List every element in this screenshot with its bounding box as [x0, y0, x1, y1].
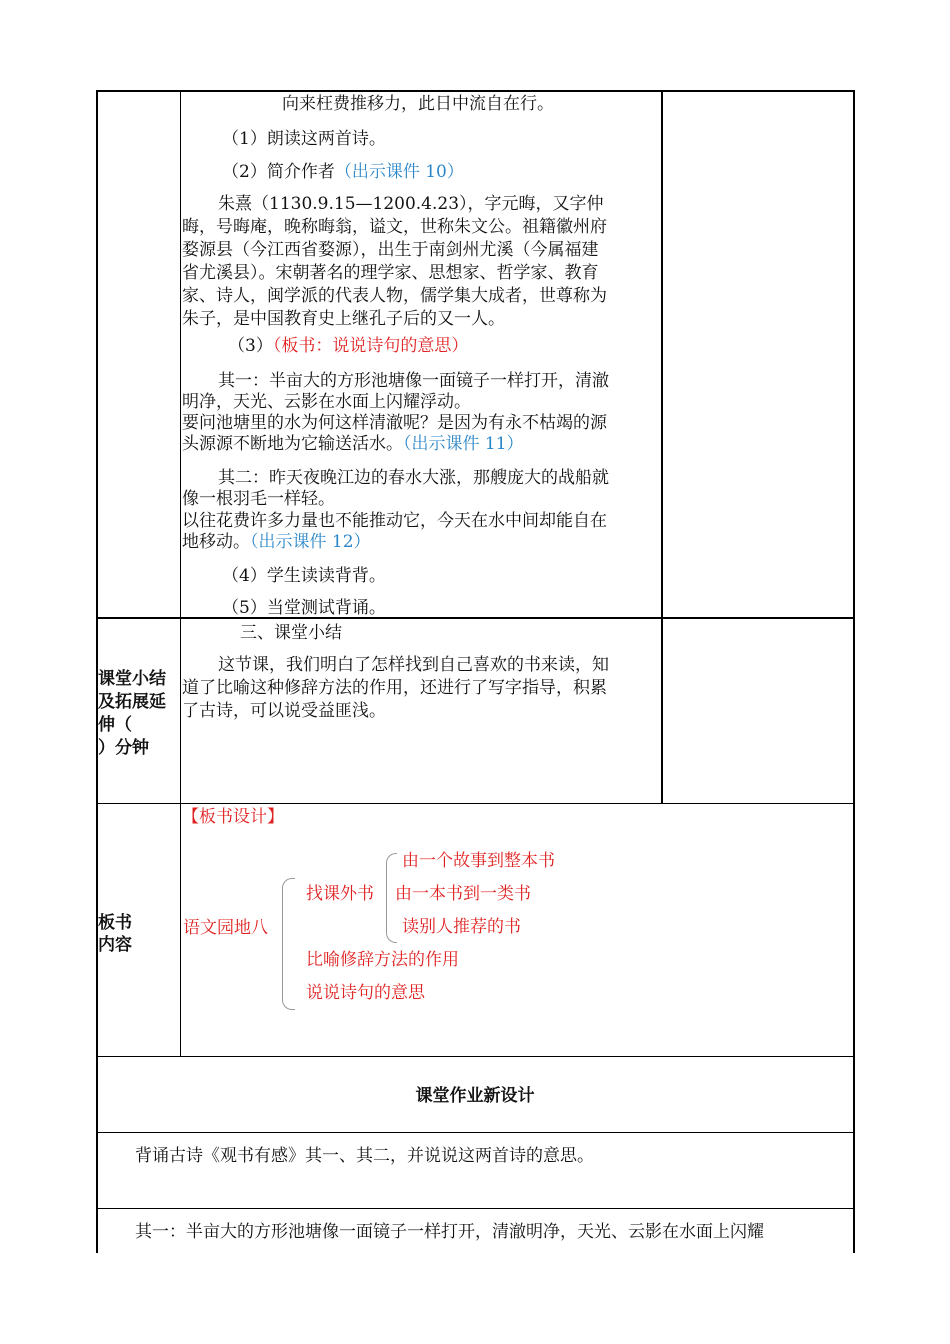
step-2-text: （2）简介作者	[222, 162, 335, 182]
homework-answer: 其一：半亩大的方形池塘像一面镜子一样打开，清澈明净，天光、云影在水面上闪耀	[135, 1222, 764, 1242]
poem2-line-2: 像一根羽毛一样轻。	[182, 489, 335, 509]
author-line-6: 朱子，是中国教育史上继孔子后的又一人。	[182, 309, 505, 329]
board-branch-2: 比喻修辞方法的作用	[306, 950, 459, 970]
author-line-2: 晦，号晦庵，晚称晦翁，谥文，世称朱文公。祖籍徽州府	[182, 217, 607, 237]
summary-label-line-1: 课堂小结	[98, 669, 166, 689]
board-sub-1: 由一个故事到整本书	[402, 851, 555, 871]
summary-label-line-2: 及拓展延	[98, 692, 166, 712]
board-branch-3: 说说诗句的意思	[306, 983, 425, 1003]
board-sub-2: 由一本书到一类书	[395, 884, 531, 904]
board-root: 语文园地八	[183, 918, 268, 938]
step-5: （5）当堂测试背诵。	[222, 598, 386, 618]
poem1-line-2: 明净，天光、云影在水面上闪耀浮动。	[182, 392, 471, 412]
author-line-3: 婺源县（今江西省婺源），出生于南剑州尤溪（今属福建	[182, 240, 599, 260]
step-3-num: （3）	[228, 336, 273, 356]
summary-label-line-3: 伸（	[98, 715, 132, 735]
poem2-line-4-text: 地移动。	[182, 532, 250, 552]
step-1: （1）朗读这两首诗。	[222, 129, 386, 149]
board-sub-3: 读别人推荐的书	[402, 917, 521, 937]
row-divider-3	[96, 1056, 855, 1057]
poem1-line-3: 要问池塘里的水为何这样清澈呢？是因为有永不枯竭的源	[182, 413, 607, 433]
row-divider-4	[96, 1132, 855, 1133]
step-4: （4）学生读读背背。	[222, 566, 386, 586]
step-2	[222, 161, 464, 183]
poem2-ref: （出示课件 12）	[250, 532, 371, 552]
poem2-line-3: 以往花费许多力量也不能推动它，今天在水中间却能自在	[182, 511, 607, 531]
poem1-line-4-text: 头源源不断地为它输送活水。	[182, 434, 403, 454]
author-line-5: 家、诗人，闽学派的代表人物，儒学集大成者，世尊称为	[182, 286, 607, 306]
board-title: 【板书设计】	[182, 807, 284, 827]
table-border-top	[96, 90, 855, 92]
summary-line-2: 道了比喻这种修辞方法的作用，还进行了写字指导，积累	[182, 678, 607, 698]
homework-title: 课堂作业新设计	[415, 1086, 535, 1106]
step-2-ref: （出示课件 10）	[334, 162, 464, 182]
author-line-4: 省尤溪县）。宋朝著名的理学家、思想家、哲学家、教育	[182, 263, 599, 283]
board-label-line-2: 内容	[98, 935, 132, 955]
board-branch-1: 找课外书	[306, 884, 374, 904]
row-divider-1	[96, 617, 855, 619]
poem1-line-4	[182, 433, 524, 455]
col-divider-1	[180, 90, 181, 1057]
summary-heading: 三、课堂小结	[240, 623, 342, 643]
board-brace-main	[282, 878, 295, 1010]
summary-line-1: 这节课，我们明白了怎样找到自己喜欢的书来读，知	[218, 655, 609, 675]
step-3-board: （板书：说说诗句的意思）	[272, 336, 469, 356]
board-label-line-1: 板书	[98, 913, 132, 933]
row-divider-5	[96, 1208, 855, 1209]
table-border-right	[853, 90, 855, 1253]
poem1-line-1: 其一：半亩大的方形池塘像一面镜子一样打开，清澈	[218, 371, 609, 391]
poem-line: 向来枉费推移力，此日中流自在行。	[282, 94, 554, 114]
homework-task: 背诵古诗《观书有感》其一、其二，并说说这两首诗的意思。	[135, 1146, 594, 1166]
author-line-1: 朱熹（1130.9.15—1200.4.23），字元晦，又字仲	[218, 194, 604, 214]
summary-line-3: 了古诗，可以说受益匪浅。	[182, 701, 386, 721]
poem1-ref: （出示课件 11）	[403, 434, 524, 454]
poem2-line-1: 其二：昨天夜晚江边的春水大涨，那艘庞大的战船就	[218, 468, 609, 488]
step-3	[228, 335, 468, 357]
summary-label-line-4: ）分钟	[98, 738, 149, 758]
col-divider-2	[661, 90, 663, 804]
poem2-line-4	[182, 531, 371, 553]
row-divider-2	[96, 803, 855, 804]
